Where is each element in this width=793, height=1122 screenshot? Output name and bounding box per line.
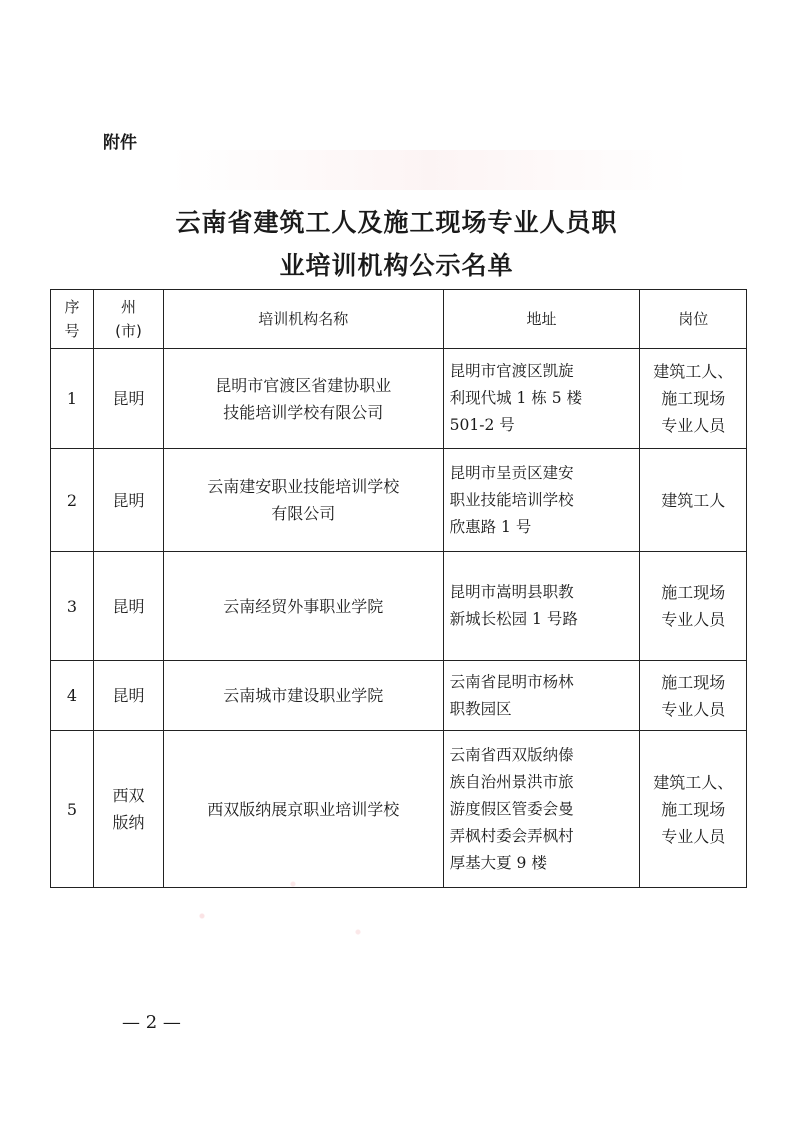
cell-line: 施工现场 xyxy=(661,672,726,692)
cell-address xyxy=(443,552,640,661)
cell-line: 职业技能培训学校 xyxy=(449,490,574,509)
table-header-row xyxy=(51,290,747,349)
cell-line: 云南经贸外事职业学院 xyxy=(223,596,384,616)
table-row xyxy=(51,661,747,731)
cell-city xyxy=(94,552,164,661)
header-city-line: 州 xyxy=(120,298,136,316)
cell-address xyxy=(443,661,640,731)
cell-city xyxy=(94,661,164,731)
cell-line: 云南省昆明市杨林 xyxy=(449,672,574,691)
cell-line: 专业人员 xyxy=(661,416,726,435)
page-number: — 2 — xyxy=(122,1012,181,1033)
cell-post xyxy=(640,349,747,449)
cell-line: 昆明市官渡区省建协职业 xyxy=(215,375,392,395)
cell-line: 有限公司 xyxy=(271,504,336,523)
cell-line: 厚基大夏 9 楼 xyxy=(449,853,547,872)
cell-no: 3 xyxy=(51,552,94,661)
cell-line: 西双 xyxy=(112,786,145,805)
cell-line: 云南建安职业技能培训学校 xyxy=(207,477,400,496)
header-city-line: (市) xyxy=(115,322,142,340)
header-no-line: 号 xyxy=(64,322,80,340)
table-row xyxy=(51,552,747,661)
cell-name xyxy=(163,661,443,731)
cell-address xyxy=(443,349,640,449)
cell-line: 西双版纳展京职业培训学校 xyxy=(207,799,400,819)
cell-line: 版纳 xyxy=(112,813,145,832)
cell-line: 专业人员 xyxy=(661,610,726,629)
cell-line: 昆明 xyxy=(112,686,145,705)
cell-name xyxy=(163,349,443,449)
cell-line: 弄枫村委会弄枫村 xyxy=(449,826,574,845)
cell-line: 新城长松园 1 号路 xyxy=(449,610,578,628)
document-title-line-2: 业培训机构公示名单 xyxy=(279,251,514,280)
cell-line: 利现代城 1 栋 5 楼 xyxy=(449,389,583,407)
cell-line: 建筑工人、 xyxy=(653,362,734,381)
header-name: 培训机构名称 xyxy=(163,290,443,349)
cell-line: 501-2 号 xyxy=(449,416,515,434)
cell-line: 昆明市嵩明县职教 xyxy=(449,583,574,601)
header-no xyxy=(51,290,94,349)
cell-line: 昆明 xyxy=(112,596,145,616)
cell-post xyxy=(640,552,747,661)
cell-line: 建筑工人 xyxy=(661,490,726,510)
header-address: 地址 xyxy=(443,290,640,349)
table-row xyxy=(51,449,747,552)
cell-line: 云南城市建设职业学院 xyxy=(223,686,384,705)
header-city xyxy=(94,290,164,349)
faint-seal-stamp xyxy=(150,820,410,980)
cell-line: 建筑工人、 xyxy=(653,772,734,792)
cell-name xyxy=(163,449,443,552)
document-title-line-1: 云南省建筑工人及施工现场专业人员职 xyxy=(175,208,618,237)
cell-line: 施工现场 xyxy=(661,583,726,602)
cell-line: 职教园区 xyxy=(449,699,512,718)
header-no-line: 序 xyxy=(64,298,80,316)
cell-line: 欣惠路 1 号 xyxy=(449,517,532,536)
cell-city xyxy=(94,449,164,552)
cell-address xyxy=(443,449,640,552)
table-row xyxy=(51,349,747,449)
cell-line: 昆明 xyxy=(112,389,145,408)
cell-no: 1 xyxy=(51,349,94,449)
header-post: 岗位 xyxy=(640,290,747,349)
cell-address xyxy=(443,731,640,888)
cell-line: 昆明市呈贡区建安 xyxy=(449,463,574,482)
cell-post xyxy=(640,661,747,731)
cell-line: 技能培训学校有限公司 xyxy=(223,402,384,422)
cell-city xyxy=(94,349,164,449)
cell-line: 昆明 xyxy=(112,490,145,510)
cell-line: 族自治州景洪市旅 xyxy=(449,772,574,791)
cell-line: 专业人员 xyxy=(661,826,726,846)
cell-post xyxy=(640,731,747,888)
cell-line: 昆明市官渡区凯旋 xyxy=(449,362,574,380)
cell-no: 2 xyxy=(51,449,94,552)
cell-line: 施工现场 xyxy=(661,389,726,408)
cell-post xyxy=(640,449,747,552)
cell-no: 5 xyxy=(51,731,94,888)
institution-table xyxy=(50,289,747,888)
cell-line: 游度假区管委会曼 xyxy=(449,799,574,818)
cell-line: 施工现场 xyxy=(661,799,726,819)
cell-line: 专业人员 xyxy=(661,699,726,719)
bleed-through-seal xyxy=(170,150,690,190)
attachment-label: 附件 xyxy=(103,133,137,153)
cell-no: 4 xyxy=(51,661,94,731)
cell-name xyxy=(163,552,443,661)
cell-line: 云南省西双版纳傣 xyxy=(449,745,574,764)
